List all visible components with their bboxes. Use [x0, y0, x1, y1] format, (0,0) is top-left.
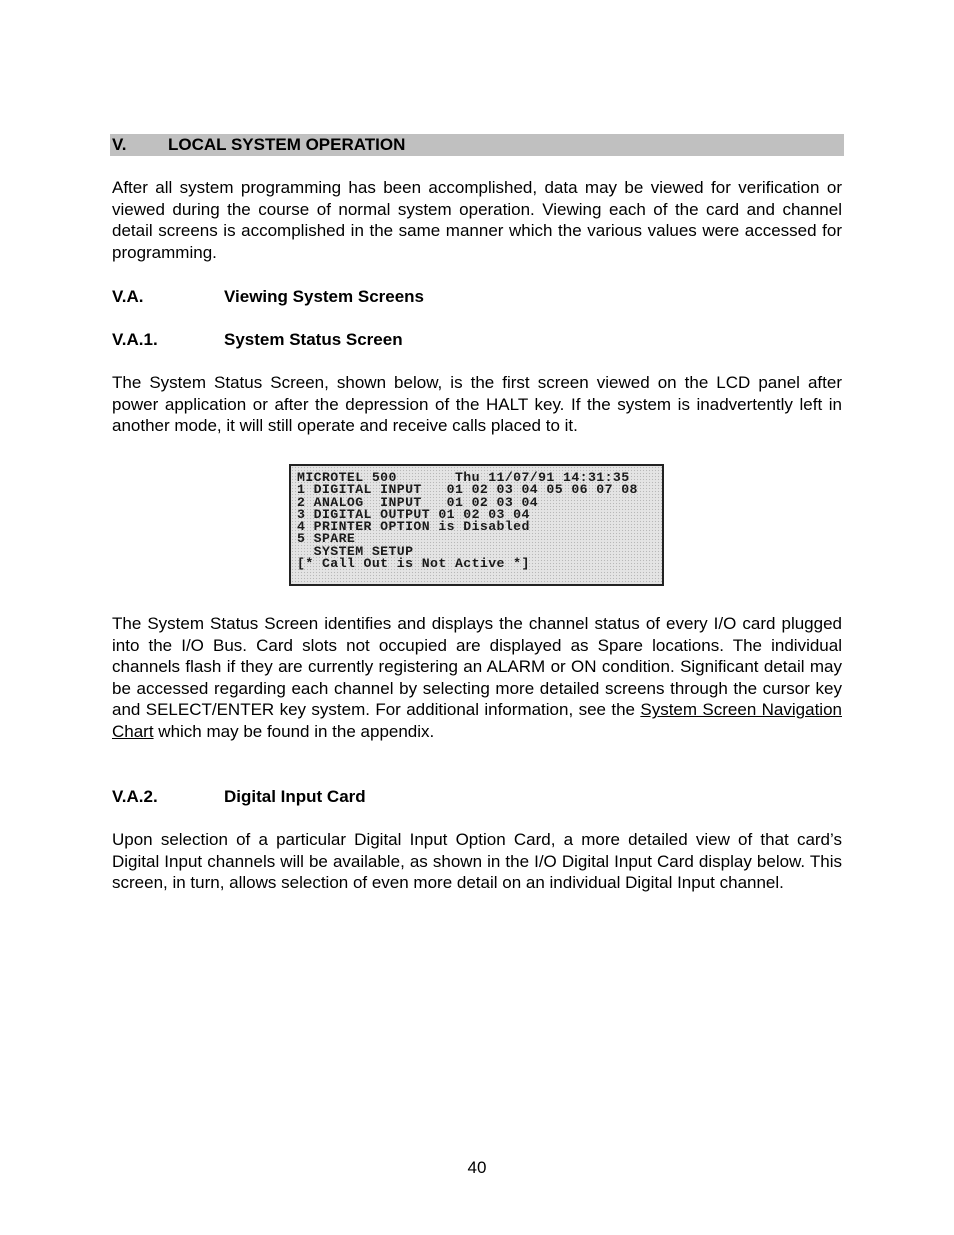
subsection-heading-va — [112, 286, 424, 308]
lcd-line: 1 DIGITAL INPUT 01 02 03 04 05 06 07 08 — [297, 482, 638, 498]
section-title: LOCAL SYSTEM OPERATION — [168, 135, 406, 154]
lcd-line: MICROTEL 500 Thu 11/07/91 14:31:35 — [297, 470, 630, 485]
lcd-line: 5 SPARE — [297, 531, 356, 547]
subsection-title: Viewing System Screens — [224, 287, 425, 306]
section-header-bar — [110, 134, 844, 156]
subsection-number: V.A. — [112, 287, 144, 306]
lcd-line: SYSTEM SETUP — [297, 543, 414, 559]
status-screen-description-paragraph — [112, 613, 842, 743]
subsection-title: System Status Screen — [224, 330, 403, 349]
intro-paragraph: After all system programming has been accomplished, data may be viewed for verification or viewed during the course of normal system operation. Viewing each of the card and channel detail screens is accomplished in the same manner which the various values were accessed for programming. — [112, 178, 842, 262]
paragraph-text: The System Status Screen identifies and displays the channel status of every I/O card plugged into the I/O Bus. Card slots not occupied are displayed as Spare locations. The individual channels flash if they are currently registering an ALARM or ON condition. Significant detail may be accessed regarding each channel by selecting more detailed screens through the cursor key and SELECT/ENTER key system. For additional information, see the — [112, 614, 842, 720]
navigation-chart-reference: System Screen Navigation Chart — [112, 700, 842, 741]
page-number: 40 — [467, 1158, 487, 1177]
section-number: V. — [112, 135, 127, 154]
lcd-line: 3 DIGITAL OUTPUT 01 02 03 04 — [297, 506, 530, 522]
lcd-screen-figure — [289, 464, 664, 586]
subsection-number: V.A.1. — [112, 330, 158, 349]
subsection-title: Digital Input Card — [224, 787, 366, 806]
lcd-line: [* Call Out is Not Active *] — [297, 556, 530, 572]
subsection-heading-va1 — [112, 329, 403, 351]
paragraph-text: which may be found in the appendix. — [153, 721, 435, 741]
system-status-paragraph: The System Status Screen, shown below, is the first screen viewed on the LCD panel after power application or after the depression of the HALT key. If the system is inadvertently left in another mode, it will still operate and receive calls placed to it. — [112, 373, 842, 436]
lcd-line: 4 PRINTER OPTION is Disabled — [297, 519, 530, 535]
lcd-line: 2 ANALOG INPUT 01 02 03 04 — [297, 494, 539, 510]
subsection-heading-va2 — [112, 786, 366, 808]
subsection-number: V.A.2. — [112, 787, 158, 806]
digital-input-paragraph: Upon selection of a particular Digital Input Option Card, a more detailed view of that card’s Digital Input channels will be available, as shown in the I/O Digital Input Card display below. This screen, in turn, allows selection of even more detail on an individual Digital Input channel. — [112, 830, 842, 893]
